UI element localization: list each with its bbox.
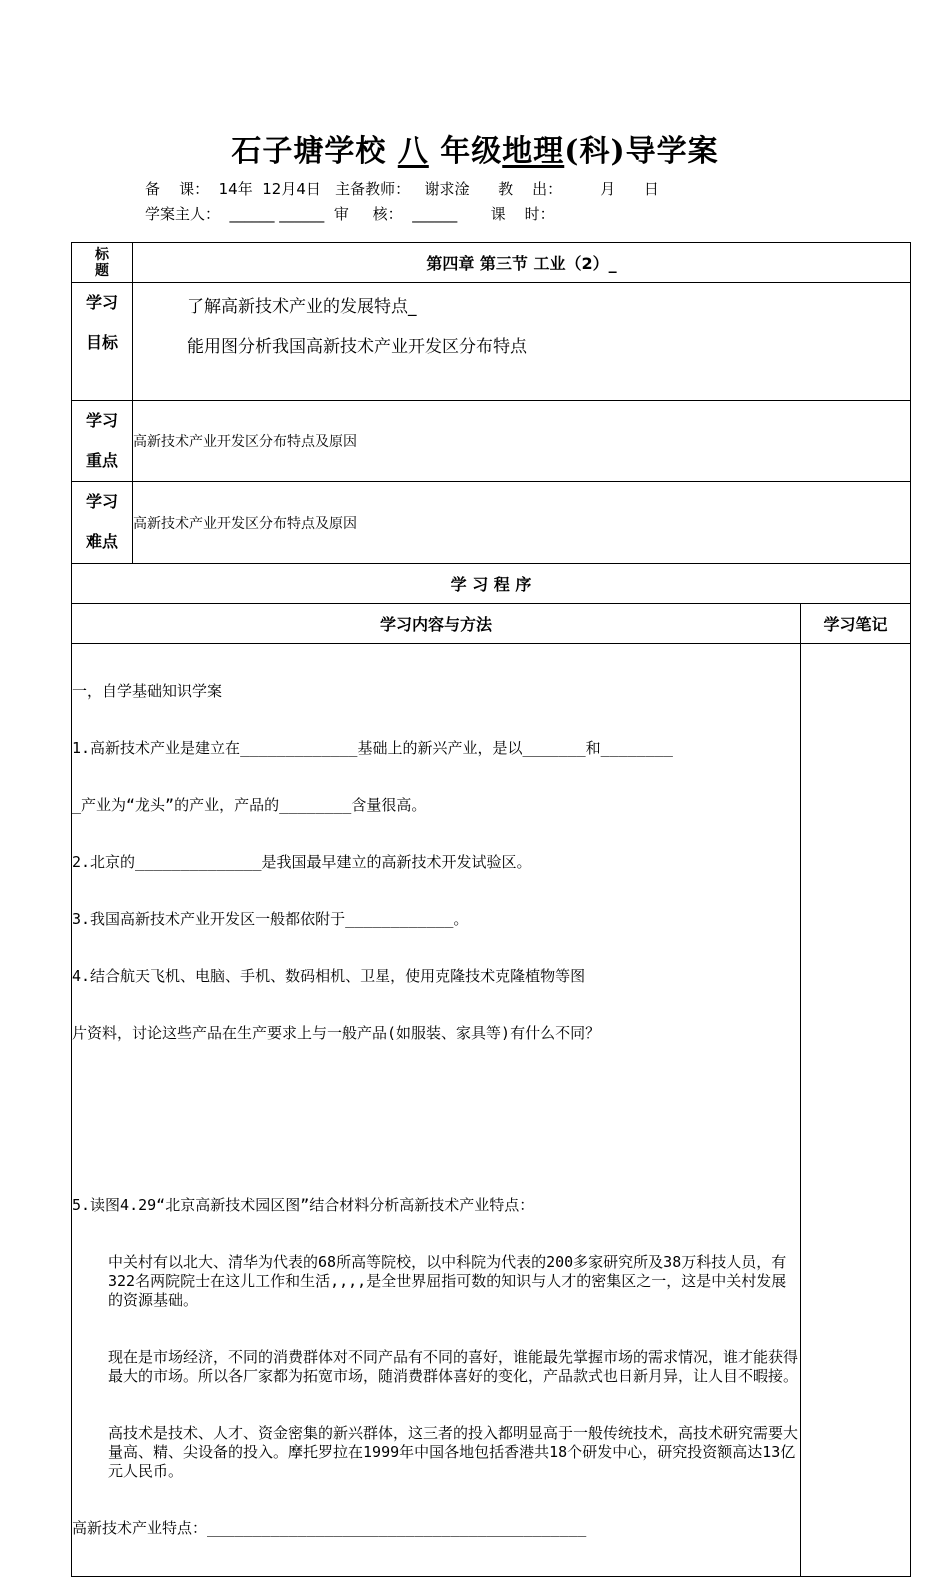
difficulty-label — [72, 482, 133, 564]
item5-paragraph — [72, 1253, 800, 1310]
meta-line-2: 学案主人： ______ ______ 审 核： ______ 课 时： — [145, 205, 555, 223]
title-grade: 八 — [397, 134, 429, 169]
content-body — [72, 644, 801, 1577]
lesson-table — [71, 242, 911, 1577]
paragraph-text: 现在是市场经济，不同的消费群体对不同产品有不同的喜好，谁能最先掌握市场的需求情况，谁才能获得最大的市场。所以各厂家都为拓宽市场，随消费群体喜好的变化，产品款式也日新月异，让人目不暇接。 — [108, 1348, 799, 1385]
item5-paragraph — [72, 1424, 800, 1481]
goals-cell — [133, 283, 911, 401]
content-line: 一，自学基础知识学案 — [72, 682, 223, 700]
key-label — [72, 401, 133, 482]
notes-body — [801, 644, 911, 1577]
content-header: 学习内容与方法 — [72, 604, 801, 644]
goal-2: 能用图分析我国高新技术产业开发区分布特点 — [187, 337, 527, 357]
notes-header: 学习笔记 — [801, 604, 911, 644]
answer-space — [72, 1081, 800, 1158]
title-school: 石子塘学校 — [231, 134, 387, 169]
content-line: 2.北京的______________是我国最早建立的高新技术开发试验区。 — [72, 853, 532, 871]
meta-line-1: 备 课： 14年 12月4日 主备教师： 谢求淦 教 出： 月 日 — [145, 180, 659, 198]
title-subject: 地理 — [502, 134, 565, 169]
goals-label-text: 学习目标 — [85, 293, 118, 352]
key-label-text: 学习重点 — [85, 411, 118, 470]
difficulty-label-text: 学习难点 — [85, 492, 118, 551]
title-label — [72, 243, 133, 283]
content-line: 片资料，讨论这些产品在生产要求上与一般产品(如服装、家具等)有什么不同？ — [72, 1024, 601, 1042]
lesson-title: 第四章 第三节 工业（2）_ — [133, 243, 911, 283]
goals-label — [72, 283, 133, 401]
title-grade-suffix: 年级 — [440, 134, 503, 169]
goal-1: 了解高新技术产业的发展特点_ — [187, 297, 417, 317]
difficulty-point: 高新技术产业开发区分布特点及原因 — [133, 482, 911, 564]
content-line: _产业为“龙头”的产业，产品的________含量很高。 — [72, 796, 427, 814]
title-suffix: (科)导学案 — [564, 134, 719, 169]
item5-title: 5.读图4.29“北京高新技术园区图”结合材料分析高新技术产业特点： — [72, 1196, 535, 1214]
paragraph-text: 中关村有以北大、清华为代表的68所高等院校，以中科院为代表的200多家研究所及38万科技人员，有322名两院院士在这儿工作和生活,,,,是全世界屈指可数的知识与人才的密集区之一，这是中关村发展的资源基础。 — [108, 1253, 787, 1309]
content-line: 1.高新技术产业是建立在_____________基础上的新兴产业，是以_______和________ — [72, 739, 673, 757]
item5-answer-line: 高新技术产业特点：__________________________________________ — [72, 1519, 587, 1537]
procedure-heading: 学 习 程 序 — [72, 564, 911, 604]
content-line: 3.我国高新技术产业开发区一般都依附于____________。 — [72, 910, 469, 928]
paragraph-text: 高技术是技术、人才、资金密集的新兴群体，这三者的投入都明显高于一般传统技术，高技术研究需要大量高、精、尖设备的投入。摩托罗拉在1999年中国各地包括香港共18个研发中心，研究投资额高达13亿元人民币。 — [108, 1424, 799, 1480]
content-line: 4.结合航天飞机、电脑、手机、数码相机、卫星，使用克隆技术克隆植物等图 — [72, 967, 586, 985]
key-point: 高新技术产业开发区分布特点及原因 — [133, 401, 911, 482]
document-title — [0, 126, 950, 170]
item5-paragraph — [72, 1348, 800, 1386]
title-label-text: 标题 — [95, 246, 109, 279]
